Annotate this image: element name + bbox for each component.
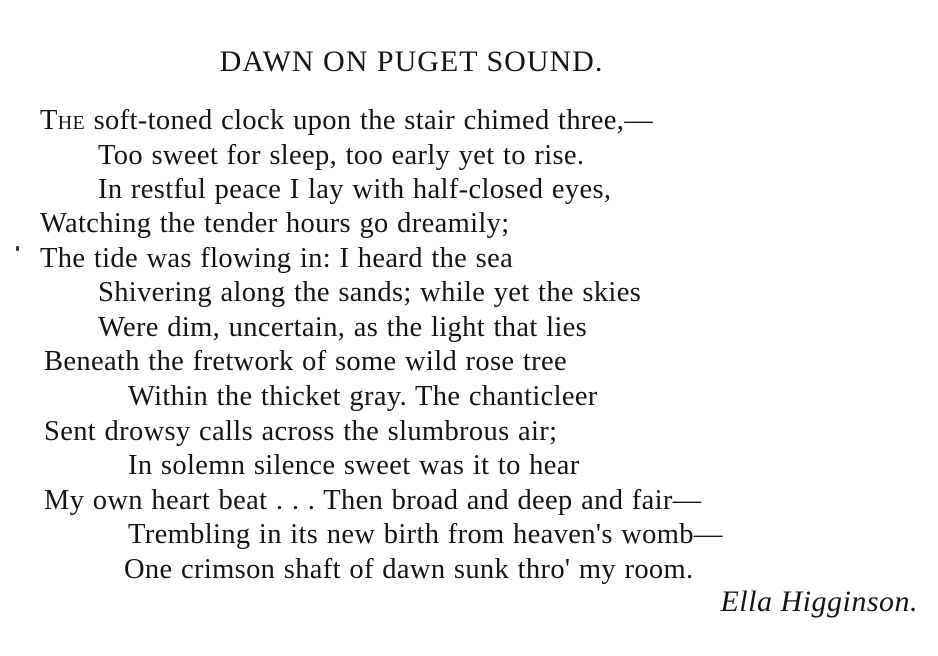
dropcap-word: The (40, 105, 86, 136)
poem-line-1-text: soft-toned clock upon the stair chimed three,— (85, 105, 654, 136)
print-speck (16, 246, 19, 251)
poem-line-2: Too sweet for sleep, too early yet to rise. (98, 140, 585, 171)
author-signature: Ella Higginson. (720, 585, 918, 618)
poem-title: DAWN ON PUGET SOUND. (219, 45, 604, 78)
poem-line-10: Sent drowsy calls across the slumbrous air; (44, 416, 558, 447)
poem-line-4: Watching the tender hours go dreamily; (40, 208, 510, 239)
poem-line-5: The tide was flowing in: I heard the sea (40, 243, 514, 274)
poem-line-14: One crimson shaft of dawn sunk thro' my room. (124, 554, 694, 585)
poem-line-6: Shivering along the sands; while yet the skies (98, 277, 642, 308)
poem-line-8: Beneath the fretwork of some wild rose tree (44, 346, 567, 377)
poem-line-9: Within the thicket gray. The chanticleer (128, 381, 598, 412)
poem-line-7: Were dim, uncertain, as the light that lies (98, 312, 588, 343)
poem-line-11: In solemn silence sweet was it to hear (128, 450, 580, 481)
poem-line-12: My own heart beat . . . Then broad and deep and fair— (44, 485, 702, 516)
poem-line-13: Trembling in its new birth from heaven's womb— (128, 519, 723, 550)
poem-line-3: In restful peace I lay with half-closed eyes, (98, 174, 612, 205)
poem-line-1 (40, 104, 653, 138)
